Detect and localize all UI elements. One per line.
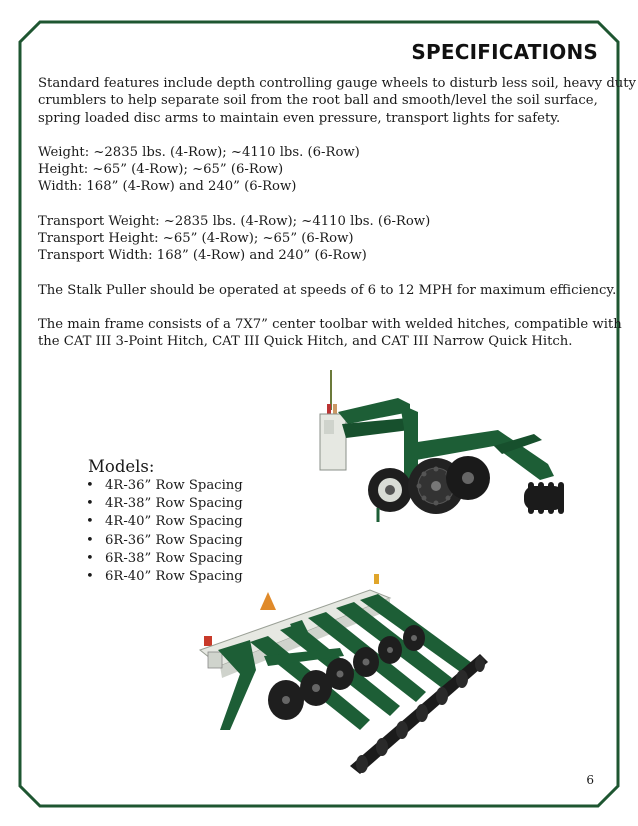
- transport-weight: Transport Weight: ~2835 lbs. (4-Row); ~4110 lbs. (6-Row): [38, 213, 431, 229]
- bullet: •: [86, 532, 94, 548]
- page-title: SPECIFICATIONS: [411, 40, 598, 64]
- model-label: 4R-36” Row Spacing: [105, 478, 243, 493]
- list-item: [88, 532, 243, 550]
- list-item: [88, 513, 243, 531]
- stalk-puller-side-view-image: [318, 368, 580, 528]
- model-label: 6R-40” Row Spacing: [105, 569, 243, 585]
- bullet: •: [86, 550, 94, 566]
- intro-paragraph: [38, 75, 637, 127]
- transport-paragraph: [38, 213, 603, 265]
- speed-paragraph: [38, 282, 617, 299]
- frame-paragraph: [38, 316, 622, 351]
- spec-weight: Weight: ~2835 lbs. (4-Row); ~4110 lbs. (6-Row): [38, 144, 360, 160]
- transport-height: Transport Height: ~65” (4-Row); ~65” (6-Row): [38, 231, 354, 247]
- bullet: •: [86, 496, 94, 512]
- spec-width: Width: 168” (4-Row) and 240” (6-Row): [38, 179, 297, 195]
- transport-width: Transport Width: 168” (4-Row) and 240” (6-Row): [38, 248, 367, 264]
- frame-note-line: The main frame consists of a 7X7” center toolbar with welded hitches, compatible with: [38, 316, 622, 332]
- body-text: [38, 75, 637, 368]
- bullet: •: [86, 478, 94, 493]
- model-label: 4R-38” Row Spacing: [105, 496, 243, 512]
- list-item: [88, 550, 243, 568]
- list-item: [88, 495, 243, 513]
- model-label: 4R-40” Row Spacing: [105, 514, 243, 530]
- specs-paragraph: [38, 144, 603, 196]
- stalk-puller-6-row-image: [190, 570, 490, 776]
- model-label: 6R-38” Row Spacing: [105, 550, 243, 566]
- intro-line: spring loaded disc arms to maintain even pressure, transport lights for safety.: [38, 110, 561, 126]
- intro-line: crumblers to help separate soil from the root ball and smooth/level the soil surface,: [38, 93, 598, 109]
- models-list: [88, 457, 243, 586]
- models-heading: Models:: [88, 457, 155, 476]
- bullet: •: [86, 569, 94, 585]
- page-number: 6: [586, 773, 594, 787]
- spec-height: Height: ~65” (4-Row); ~65” (6-Row): [38, 162, 284, 178]
- speed-note: The Stalk Puller should be operated at speeds of 6 to 12 MPH for maximum efficiency.: [38, 282, 617, 298]
- frame-note-line: the CAT III 3-Point Hitch, CAT III Quick Hitch, and CAT III Narrow Quick Hitch.: [38, 334, 573, 350]
- bullet: •: [86, 514, 94, 530]
- list-item: [88, 477, 243, 495]
- model-label: 6R-36” Row Spacing: [105, 532, 243, 548]
- intro-line: Standard features include depth controlling gauge wheels to disturb less soil, heavy duty: [38, 76, 637, 91]
